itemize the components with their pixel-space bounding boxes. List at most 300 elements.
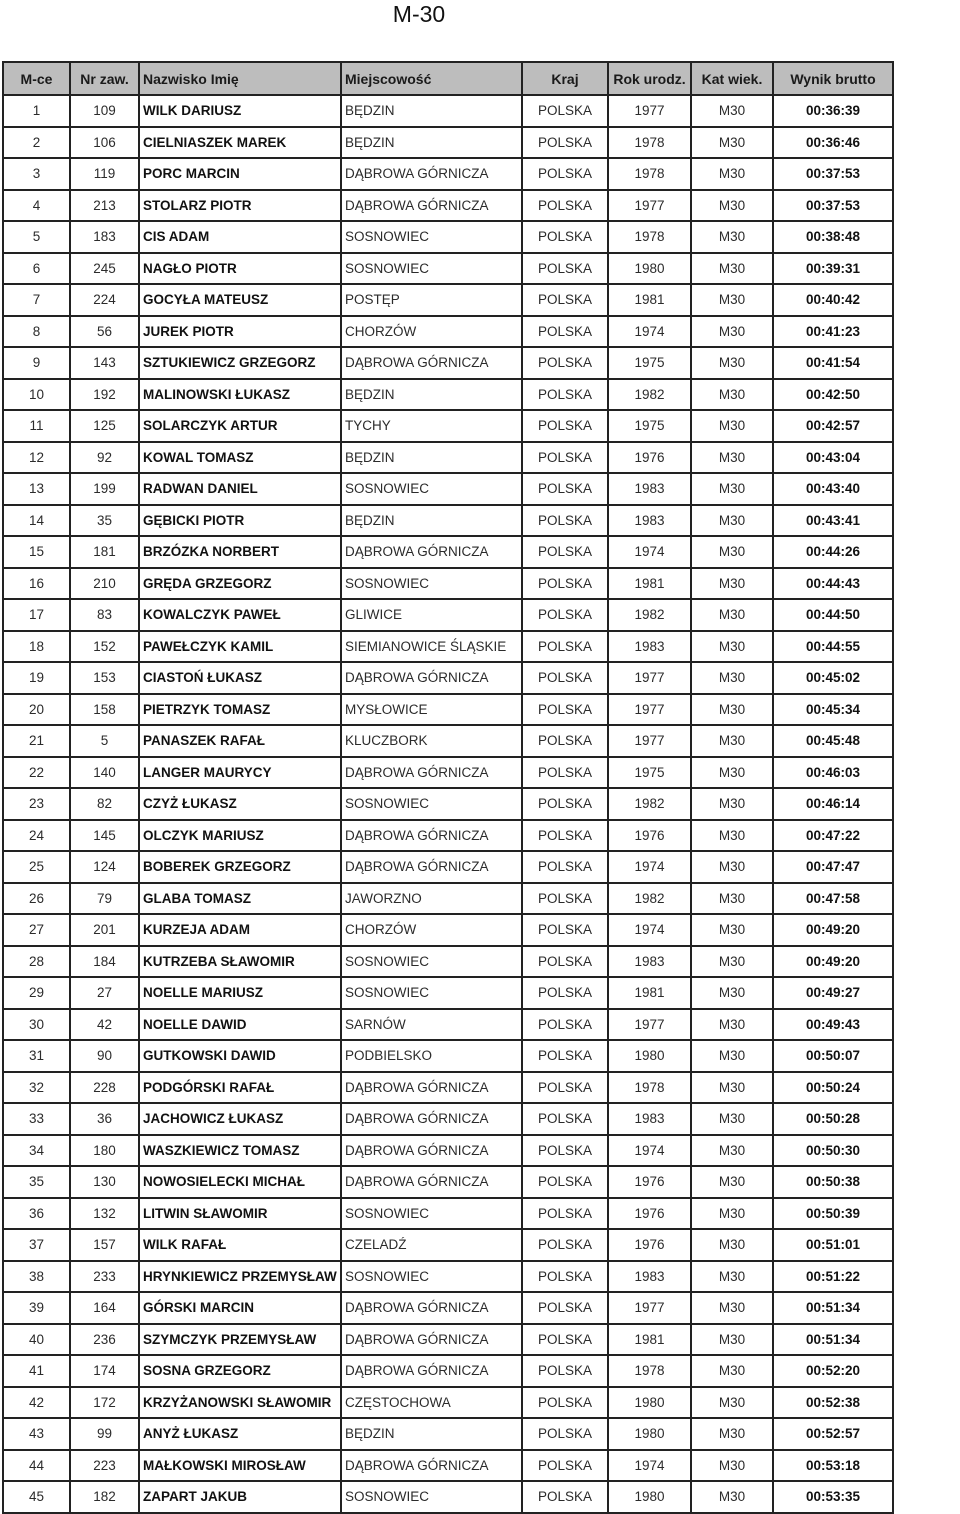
city-cell: GLIWICE — [341, 599, 522, 631]
table-row — [3, 694, 893, 726]
name-cell: PANASZEK RAFAŁ — [139, 725, 341, 757]
bib-number-cell: 106 — [70, 127, 139, 159]
header-name: Nazwisko Imię — [139, 62, 341, 95]
country-cell: POLSKA — [522, 473, 608, 505]
country-cell: POLSKA — [522, 946, 608, 978]
bib-number-cell: 27 — [70, 977, 139, 1009]
bib-number-cell: 172 — [70, 1387, 139, 1419]
position-cell: 25 — [3, 851, 70, 883]
gross-time-cell: 00:53:18 — [773, 1450, 893, 1482]
position-cell: 41 — [3, 1355, 70, 1387]
name-cell: GOCYŁA MATEUSZ — [139, 284, 341, 316]
bib-number-cell: 143 — [70, 347, 139, 379]
city-cell: JAWORZNO — [341, 883, 522, 915]
country-cell: POLSKA — [522, 1103, 608, 1135]
table-row — [3, 1450, 893, 1482]
city-cell: CZELADŹ — [341, 1229, 522, 1261]
age-category-cell: M30 — [691, 536, 773, 568]
name-cell: GUTKOWSKI DAWID — [139, 1040, 341, 1072]
name-cell: WILK RAFAŁ — [139, 1229, 341, 1261]
position-cell: 32 — [3, 1072, 70, 1104]
gross-time-cell: 00:49:20 — [773, 946, 893, 978]
gross-time-cell: 00:37:53 — [773, 190, 893, 222]
age-category-cell: M30 — [691, 1009, 773, 1041]
gross-time-cell: 00:50:30 — [773, 1135, 893, 1167]
age-category-cell: M30 — [691, 946, 773, 978]
city-cell: CZĘSTOCHOWA — [341, 1387, 522, 1419]
position-cell: 14 — [3, 505, 70, 537]
gross-time-cell: 00:41:23 — [773, 316, 893, 348]
gross-time-cell: 00:37:53 — [773, 158, 893, 190]
position-cell: 24 — [3, 820, 70, 852]
birth-year-cell: 1983 — [608, 1261, 691, 1293]
bib-number-cell: 124 — [70, 851, 139, 883]
city-cell: SOSNOWIEC — [341, 1481, 522, 1513]
age-category-cell: M30 — [691, 1072, 773, 1104]
position-cell: 28 — [3, 946, 70, 978]
age-category-cell: M30 — [691, 1450, 773, 1482]
position-cell: 34 — [3, 1135, 70, 1167]
age-category-cell: M30 — [691, 883, 773, 915]
city-cell: DĄBROWA GÓRNICZA — [341, 820, 522, 852]
name-cell: SOSNA GRZEGORZ — [139, 1355, 341, 1387]
name-cell: MAŁKOWSKI MIROSŁAW — [139, 1450, 341, 1482]
city-cell: MYSŁOWICE — [341, 694, 522, 726]
country-cell: POLSKA — [522, 599, 608, 631]
table-row — [3, 316, 893, 348]
name-cell: LITWIN SŁAWOMIR — [139, 1198, 341, 1230]
city-cell: KLUCZBORK — [341, 725, 522, 757]
name-cell: GLABA TOMASZ — [139, 883, 341, 915]
bib-number-cell: 5 — [70, 725, 139, 757]
country-cell: POLSKA — [522, 158, 608, 190]
gross-time-cell: 00:43:40 — [773, 473, 893, 505]
bib-number-cell: 224 — [70, 284, 139, 316]
header-row — [3, 62, 893, 95]
age-category-cell: M30 — [691, 788, 773, 820]
city-cell: DĄBROWA GÓRNICZA — [341, 1324, 522, 1356]
birth-year-cell: 1978 — [608, 1355, 691, 1387]
table-row — [3, 1481, 893, 1513]
country-cell: POLSKA — [522, 1072, 608, 1104]
city-cell: DĄBROWA GÓRNICZA — [341, 757, 522, 789]
bib-number-cell: 201 — [70, 914, 139, 946]
birth-year-cell: 1975 — [608, 347, 691, 379]
gross-time-cell: 00:52:38 — [773, 1387, 893, 1419]
table-row — [3, 1072, 893, 1104]
gross-time-cell: 00:47:22 — [773, 820, 893, 852]
table-row — [3, 946, 893, 978]
birth-year-cell: 1981 — [608, 568, 691, 600]
header-age-category: Kat wiek. — [691, 62, 773, 95]
age-category-cell: M30 — [691, 694, 773, 726]
bib-number-cell: 99 — [70, 1418, 139, 1450]
city-cell: DĄBROWA GÓRNICZA — [341, 1166, 522, 1198]
city-cell: SOSNOWIEC — [341, 1261, 522, 1293]
name-cell: PODGÓRSKI RAFAŁ — [139, 1072, 341, 1104]
position-cell: 22 — [3, 757, 70, 789]
age-category-cell: M30 — [691, 914, 773, 946]
name-cell: RADWAN DANIEL — [139, 473, 341, 505]
age-category-cell: M30 — [691, 1229, 773, 1261]
gross-time-cell: 00:50:38 — [773, 1166, 893, 1198]
country-cell: POLSKA — [522, 1040, 608, 1072]
country-cell: POLSKA — [522, 1198, 608, 1230]
city-cell: CHORZÓW — [341, 914, 522, 946]
table-row — [3, 410, 893, 442]
table-row — [3, 599, 893, 631]
position-cell: 39 — [3, 1292, 70, 1324]
table-row — [3, 1166, 893, 1198]
birth-year-cell: 1975 — [608, 757, 691, 789]
position-cell: 5 — [3, 221, 70, 253]
position-cell: 21 — [3, 725, 70, 757]
country-cell: POLSKA — [522, 221, 608, 253]
age-category-cell: M30 — [691, 1040, 773, 1072]
table-row — [3, 284, 893, 316]
bib-number-cell: 82 — [70, 788, 139, 820]
birth-year-cell: 1978 — [608, 158, 691, 190]
city-cell: SIEMIANOWICE ŚLĄSKIE — [341, 631, 522, 663]
name-cell: SZTUKIEWICZ GRZEGORZ — [139, 347, 341, 379]
table-row — [3, 536, 893, 568]
birth-year-cell: 1982 — [608, 788, 691, 820]
age-category-cell: M30 — [691, 1135, 773, 1167]
country-cell: POLSKA — [522, 568, 608, 600]
bib-number-cell: 183 — [70, 221, 139, 253]
table-row — [3, 725, 893, 757]
gross-time-cell: 00:43:41 — [773, 505, 893, 537]
table-row — [3, 347, 893, 379]
city-cell: POSTĘP — [341, 284, 522, 316]
gross-time-cell: 00:47:47 — [773, 851, 893, 883]
position-cell: 9 — [3, 347, 70, 379]
gross-time-cell: 00:41:54 — [773, 347, 893, 379]
position-cell: 33 — [3, 1103, 70, 1135]
table-row — [3, 442, 893, 474]
age-category-cell: M30 — [691, 190, 773, 222]
name-cell: GRĘDA GRZEGORZ — [139, 568, 341, 600]
age-category-cell: M30 — [691, 1166, 773, 1198]
name-cell: WASZKIEWICZ TOMASZ — [139, 1135, 341, 1167]
city-cell: DĄBROWA GÓRNICZA — [341, 536, 522, 568]
age-category-cell: M30 — [691, 442, 773, 474]
bib-number-cell: 228 — [70, 1072, 139, 1104]
birth-year-cell: 1983 — [608, 631, 691, 663]
name-cell: NAGŁO PIOTR — [139, 253, 341, 285]
bib-number-cell: 90 — [70, 1040, 139, 1072]
city-cell: SOSNOWIEC — [341, 977, 522, 1009]
city-cell: SOSNOWIEC — [341, 1198, 522, 1230]
age-category-cell: M30 — [691, 473, 773, 505]
age-category-cell: M30 — [691, 1198, 773, 1230]
city-cell: SOSNOWIEC — [341, 221, 522, 253]
name-cell: SZYMCZYK PRZEMYSŁAW — [139, 1324, 341, 1356]
city-cell: DĄBROWA GÓRNICZA — [341, 1355, 522, 1387]
city-cell: SOSNOWIEC — [341, 253, 522, 285]
country-cell: POLSKA — [522, 1481, 608, 1513]
birth-year-cell: 1977 — [608, 1292, 691, 1324]
bib-number-cell: 145 — [70, 820, 139, 852]
country-cell: POLSKA — [522, 1355, 608, 1387]
position-cell: 15 — [3, 536, 70, 568]
country-cell: POLSKA — [522, 284, 608, 316]
table-row — [3, 820, 893, 852]
position-cell: 31 — [3, 1040, 70, 1072]
city-cell: SOSNOWIEC — [341, 946, 522, 978]
gross-time-cell: 00:45:02 — [773, 662, 893, 694]
name-cell: JUREK PIOTR — [139, 316, 341, 348]
table-row — [3, 379, 893, 411]
birth-year-cell: 1978 — [608, 127, 691, 159]
country-cell: POLSKA — [522, 757, 608, 789]
name-cell: GĘBICKI PIOTR — [139, 505, 341, 537]
name-cell: SOLARCZYK ARTUR — [139, 410, 341, 442]
country-cell: POLSKA — [522, 1450, 608, 1482]
bib-number-cell: 140 — [70, 757, 139, 789]
age-category-cell: M30 — [691, 1103, 773, 1135]
city-cell: PODBIELSKO — [341, 1040, 522, 1072]
gross-time-cell: 00:47:58 — [773, 883, 893, 915]
country-cell: POLSKA — [522, 253, 608, 285]
city-cell: DĄBROWA GÓRNICZA — [341, 190, 522, 222]
position-cell: 12 — [3, 442, 70, 474]
bib-number-cell: 174 — [70, 1355, 139, 1387]
name-cell: JACHOWICZ ŁUKASZ — [139, 1103, 341, 1135]
gross-time-cell: 00:42:50 — [773, 379, 893, 411]
birth-year-cell: 1974 — [608, 851, 691, 883]
bib-number-cell: 153 — [70, 662, 139, 694]
birth-year-cell: 1975 — [608, 410, 691, 442]
birth-year-cell: 1974 — [608, 1135, 691, 1167]
birth-year-cell: 1982 — [608, 379, 691, 411]
table-row — [3, 662, 893, 694]
city-cell: DĄBROWA GÓRNICZA — [341, 662, 522, 694]
gross-time-cell: 00:49:27 — [773, 977, 893, 1009]
bib-number-cell: 157 — [70, 1229, 139, 1261]
country-cell: POLSKA — [522, 631, 608, 663]
bib-number-cell: 36 — [70, 1103, 139, 1135]
gross-time-cell: 00:50:24 — [773, 1072, 893, 1104]
gross-time-cell: 00:42:57 — [773, 410, 893, 442]
birth-year-cell: 1983 — [608, 473, 691, 505]
gross-time-cell: 00:45:34 — [773, 694, 893, 726]
age-category-cell: M30 — [691, 158, 773, 190]
gross-time-cell: 00:49:43 — [773, 1009, 893, 1041]
age-category-cell: M30 — [691, 757, 773, 789]
age-category-cell: M30 — [691, 410, 773, 442]
gross-time-cell: 00:44:55 — [773, 631, 893, 663]
birth-year-cell: 1980 — [608, 1418, 691, 1450]
city-cell: DĄBROWA GÓRNICZA — [341, 1292, 522, 1324]
gross-time-cell: 00:38:48 — [773, 221, 893, 253]
age-category-cell: M30 — [691, 284, 773, 316]
table-row — [3, 631, 893, 663]
country-cell: POLSKA — [522, 883, 608, 915]
table-row — [3, 1292, 893, 1324]
name-cell: OLCZYK MARIUSZ — [139, 820, 341, 852]
birth-year-cell: 1983 — [608, 946, 691, 978]
birth-year-cell: 1974 — [608, 316, 691, 348]
age-category-cell: M30 — [691, 820, 773, 852]
country-cell: POLSKA — [522, 662, 608, 694]
name-cell: MALINOWSKI ŁUKASZ — [139, 379, 341, 411]
position-cell: 6 — [3, 253, 70, 285]
city-cell: BĘDZIN — [341, 95, 522, 127]
age-category-cell: M30 — [691, 1292, 773, 1324]
position-cell: 4 — [3, 190, 70, 222]
table-row — [3, 1198, 893, 1230]
birth-year-cell: 1983 — [608, 1103, 691, 1135]
birth-year-cell: 1974 — [608, 914, 691, 946]
birth-year-cell: 1977 — [608, 95, 691, 127]
table-row — [3, 1103, 893, 1135]
city-cell: DĄBROWA GÓRNICZA — [341, 158, 522, 190]
bib-number-cell: 92 — [70, 442, 139, 474]
city-cell: DĄBROWA GÓRNICZA — [341, 1072, 522, 1104]
bib-number-cell: 213 — [70, 190, 139, 222]
table-row — [3, 1229, 893, 1261]
bib-number-cell: 79 — [70, 883, 139, 915]
name-cell: KOWAL TOMASZ — [139, 442, 341, 474]
name-cell: NOWOSIELECKI MICHAŁ — [139, 1166, 341, 1198]
position-cell: 35 — [3, 1166, 70, 1198]
bib-number-cell: 210 — [70, 568, 139, 600]
birth-year-cell: 1980 — [608, 253, 691, 285]
birth-year-cell: 1978 — [608, 221, 691, 253]
header-city: Miejscowość — [341, 62, 522, 95]
gross-time-cell: 00:51:34 — [773, 1292, 893, 1324]
bib-number-cell: 223 — [70, 1450, 139, 1482]
position-cell: 43 — [3, 1418, 70, 1450]
country-cell: POLSKA — [522, 1009, 608, 1041]
birth-year-cell: 1977 — [608, 662, 691, 694]
age-category-cell: M30 — [691, 1418, 773, 1450]
gross-time-cell: 00:36:39 — [773, 95, 893, 127]
position-cell: 23 — [3, 788, 70, 820]
position-cell: 13 — [3, 473, 70, 505]
birth-year-cell: 1980 — [608, 1481, 691, 1513]
table-row — [3, 505, 893, 537]
table-row — [3, 127, 893, 159]
birth-year-cell: 1974 — [608, 536, 691, 568]
birth-year-cell: 1983 — [608, 505, 691, 537]
position-cell: 19 — [3, 662, 70, 694]
city-cell: TYCHY — [341, 410, 522, 442]
name-cell: BRZÓZKA NORBERT — [139, 536, 341, 568]
age-category-cell: M30 — [691, 851, 773, 883]
country-cell: POLSKA — [522, 820, 608, 852]
table-row — [3, 914, 893, 946]
birth-year-cell: 1982 — [608, 599, 691, 631]
position-cell: 30 — [3, 1009, 70, 1041]
birth-year-cell: 1977 — [608, 190, 691, 222]
gross-time-cell: 00:46:03 — [773, 757, 893, 789]
name-cell: CIS ADAM — [139, 221, 341, 253]
age-category-cell: M30 — [691, 568, 773, 600]
table-body — [3, 95, 893, 1513]
age-category-cell: M30 — [691, 1481, 773, 1513]
country-cell: POLSKA — [522, 725, 608, 757]
name-cell: BOBEREK GRZEGORZ — [139, 851, 341, 883]
age-category-cell: M30 — [691, 662, 773, 694]
country-cell: POLSKA — [522, 851, 608, 883]
country-cell: POLSKA — [522, 694, 608, 726]
bib-number-cell: 35 — [70, 505, 139, 537]
bib-number-cell: 182 — [70, 1481, 139, 1513]
city-cell: BĘDZIN — [341, 442, 522, 474]
country-cell: POLSKA — [522, 1135, 608, 1167]
age-category-cell: M30 — [691, 599, 773, 631]
bib-number-cell: 192 — [70, 379, 139, 411]
bib-number-cell: 119 — [70, 158, 139, 190]
gross-time-cell: 00:51:22 — [773, 1261, 893, 1293]
country-cell: POLSKA — [522, 316, 608, 348]
position-cell: 42 — [3, 1387, 70, 1419]
age-category-cell: M30 — [691, 631, 773, 663]
table-row — [3, 883, 893, 915]
age-category-cell: M30 — [691, 127, 773, 159]
gross-time-cell: 00:46:14 — [773, 788, 893, 820]
table-row — [3, 1355, 893, 1387]
birth-year-cell: 1980 — [608, 1040, 691, 1072]
position-cell: 44 — [3, 1450, 70, 1482]
country-cell: POLSKA — [522, 1229, 608, 1261]
age-category-cell: M30 — [691, 1261, 773, 1293]
gross-time-cell: 00:39:31 — [773, 253, 893, 285]
table-row — [3, 253, 893, 285]
position-cell: 10 — [3, 379, 70, 411]
city-cell: SARNÓW — [341, 1009, 522, 1041]
table-row — [3, 95, 893, 127]
bib-number-cell: 83 — [70, 599, 139, 631]
table-row — [3, 1418, 893, 1450]
age-category-cell: M30 — [691, 221, 773, 253]
table-row — [3, 568, 893, 600]
country-cell: POLSKA — [522, 1261, 608, 1293]
name-cell: CZYŻ ŁUKASZ — [139, 788, 341, 820]
position-cell: 29 — [3, 977, 70, 1009]
table-row — [3, 473, 893, 505]
name-cell: ZAPART JAKUB — [139, 1481, 341, 1513]
city-cell: BĘDZIN — [341, 379, 522, 411]
position-cell: 27 — [3, 914, 70, 946]
birth-year-cell: 1976 — [608, 1166, 691, 1198]
position-cell: 36 — [3, 1198, 70, 1230]
age-category-cell: M30 — [691, 1324, 773, 1356]
birth-year-cell: 1976 — [608, 820, 691, 852]
gross-time-cell: 00:51:01 — [773, 1229, 893, 1261]
name-cell: KOWALCZYK PAWEŁ — [139, 599, 341, 631]
bib-number-cell: 181 — [70, 536, 139, 568]
table-row — [3, 1387, 893, 1419]
bib-number-cell: 233 — [70, 1261, 139, 1293]
city-cell: BĘDZIN — [341, 127, 522, 159]
country-cell: POLSKA — [522, 1166, 608, 1198]
table-row — [3, 221, 893, 253]
gross-time-cell: 00:52:57 — [773, 1418, 893, 1450]
bib-number-cell: 158 — [70, 694, 139, 726]
birth-year-cell: 1977 — [608, 725, 691, 757]
name-cell: STOLARZ PIOTR — [139, 190, 341, 222]
table-row — [3, 158, 893, 190]
city-cell: SOSNOWIEC — [341, 788, 522, 820]
country-cell: POLSKA — [522, 1387, 608, 1419]
position-cell: 8 — [3, 316, 70, 348]
bib-number-cell: 245 — [70, 253, 139, 285]
country-cell: POLSKA — [522, 505, 608, 537]
gross-time-cell: 00:50:28 — [773, 1103, 893, 1135]
